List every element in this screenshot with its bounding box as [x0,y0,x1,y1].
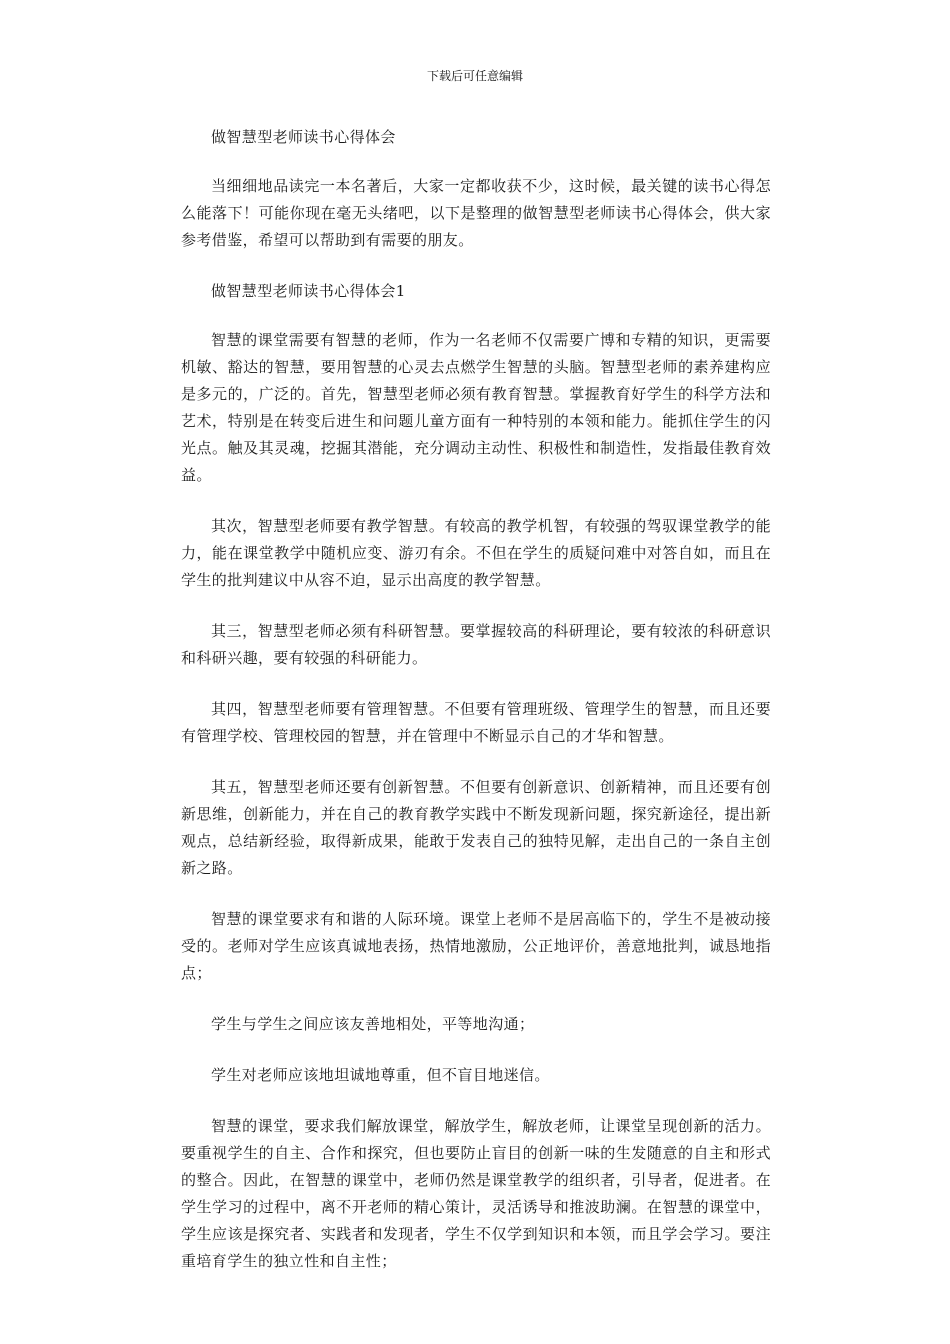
section-title: 做智慧型老师读书心得体会1 [211,282,406,300]
body-paragraph: 智慧的课堂，要求我们解放课堂，解放学生，解放老师，让课堂呈现创新的活力。要重视学生的自主、合作和探究，但也要防止盲目的创新一味的生发随意的自主和形式的整合。因此，在智慧的课堂中，老师仍然是课堂教学的组织者，引导者，促进者。在学生学习的过程中，离不开老师的精心策计，灵活诱导和推波助澜。在智慧的课堂中，学生应该是探究者、实践者和发现者，学生不仅学到知识和本领，而且学会学习。要注重培育学生的独立性和自主性； [181,1117,771,1270]
body-paragraph: 智慧的课堂需要有智慧的老师，作为一名老师不仅需要广博和专精的知识，更需要机敏、豁达的智慧，要用智慧的心灵去点燃学生智慧的头脑。智慧型老师的素养建构应是多元的，广泛的。首先，智慧型老师必须有教育智慧。掌握教育好学生的科学方法和艺术，特别是在转变后进生和问题儿童方面有一种特别的本领和能力。能抓住学生的闪光点。触及其灵魂，挖掘其潜能，充分调动主动性、积极性和制造性，发指最佳教育效益。 [181,331,771,484]
body-paragraph: 其三，智慧型老师必须有科研智慧。要掌握较高的科研理论，要有较浓的科研意识和科研兴趣，要有较强的科研能力。 [181,622,771,667]
body-paragraph: 学生对老师应该地坦诚地尊重，但不盲目地迷信。 [211,1066,550,1084]
document-body [181,124,771,1299]
body-paragraph: 其次，智慧型老师要有教学智慧。有较高的教学机智，有较强的驾驭课堂教学的能力，能在课堂教学中随机应变、游刃有余。不但在学生的质疑问难中对答自如，而且在学生的批判建议中从容不迫，显示出高度的教学智慧。 [181,517,771,589]
body-paragraph: 其五，智慧型老师还要有创新智慧。不但要有创新意识、创新精神，而且还要有创新思维，创新能力，并在自己的教育教学实践中不断发现新问题，探究新途径，提出新观点，总结新经验，取得新成果，能敢于发表自己的独特见解，走出自己的一条自主创新之路。 [181,778,771,877]
page-header: 下载后可任意编辑 [426,69,523,83]
intro-paragraph: 当细细地品读完一本名著后，大家一定都收获不少，这时候，最关键的读书心得怎么能落下！可能你现在毫无头绪吧，以下是整理的做智慧型老师读书心得体会，供大家参考借鉴，希望可以帮助到有需要的朋友。 [181,177,771,249]
body-paragraph: 其四，智慧型老师要有管理智慧。不但要有管理班级、管理学生的智慧，而且还要有管理学校、管理校园的智慧，并在管理中不断显示自己的才华和智慧。 [181,700,771,745]
body-paragraph: 智慧的课堂要求有和谐的人际环境。课堂上老师不是居高临下的，学生不是被动接受的。老师对学生应该真诚地表扬，热情地激励，公正地评价，善意地批判，诚恳地指点； [181,910,771,982]
document-title: 做智慧型老师读书心得体会 [211,128,396,146]
body-paragraph: 学生与学生之间应该友善地相处，平等地沟通； [211,1015,535,1033]
